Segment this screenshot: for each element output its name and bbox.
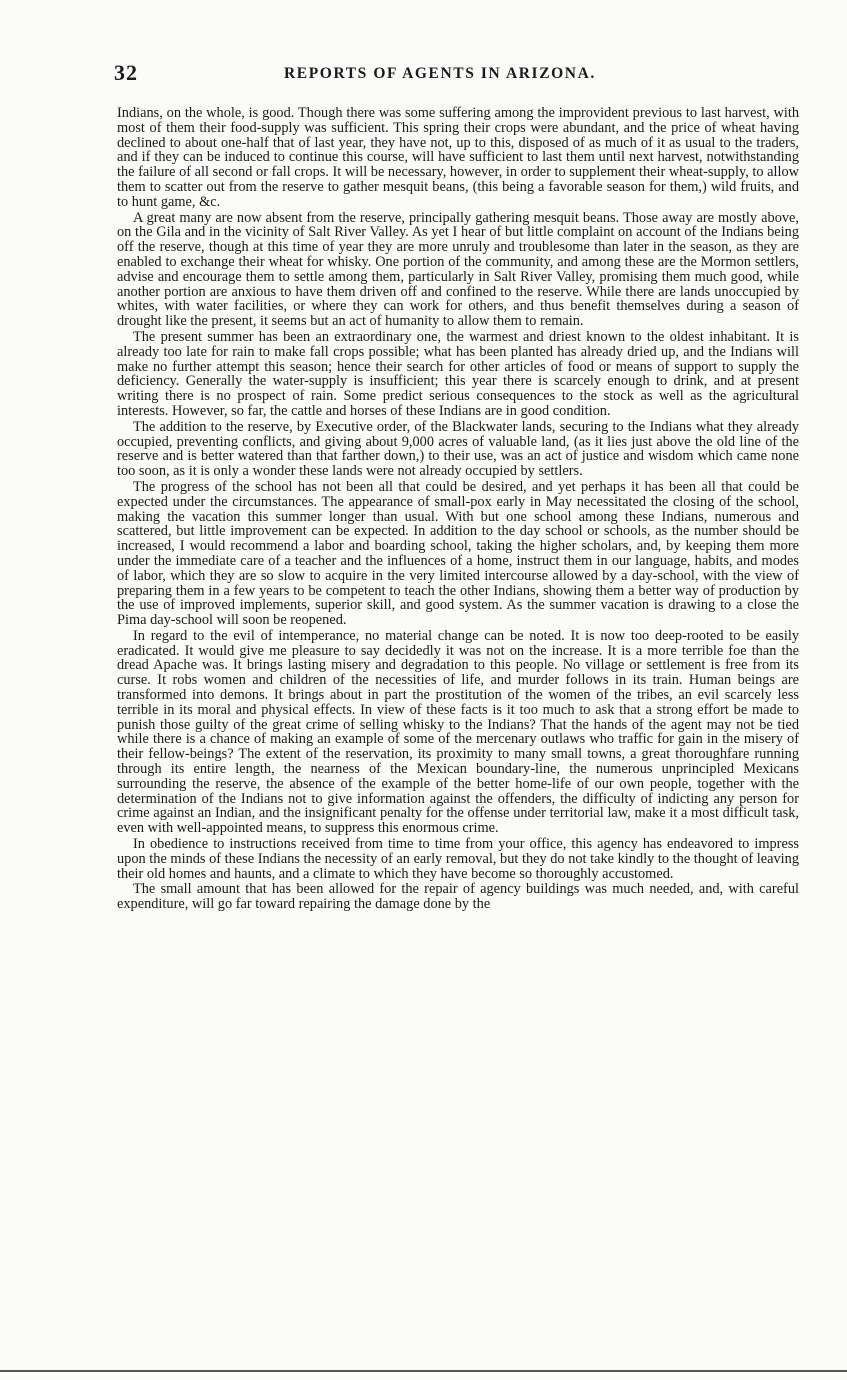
paragraph-drought: The present summer has been an extraordinary one, the warmest and driest known to the oldest inhabitant. It is already too late for rain to make fall crops possible; what has been planted has already dried up, and the Indians will make no further attempt this season; hence their search for other articles of food or means of support to supply the deficiency. Generally the water-supply is insufficient; this year there is scarcely enough to drink, and at present writing there is no prospect of rain. Some predict serious consequences to the stock as well as the agricultural interests. However, so far, the cattle and horses of these Indians are in good condition. <box>117 328 799 419</box>
page-number: 32 <box>114 60 138 85</box>
paragraph-food-supply: Indians, on the whole, is good. Though there was some suffering among the improvident previous to last harvest, with most of them their food-supply was sufficient. This spring their crops were abundant, and the price of wheat having declined to about one-half that of last year, they have not, up to this, disposed of as much of it as usual to the traders, and if they can be induced to continue this course, will have sufficient to last them until next harvest, notwithstanding the failure of all second or fall crops. It will be necessary, however, in order to supplement their wheat-supply, to allow them to scatter out from the reserve to gather mesquit beans, (this being a favorable season for them,) wild fruits, and to hunt game, &c. <box>117 105 799 210</box>
paragraph-removal: In obedience to instructions received from time to time from your office, this agency has endeavored to impress upon the minds of these Indians the necessity of an early removal, but they do not take kindly to the thought of leaving their old homes and haunts, and a climate to which they have become so thoroughly accustomed. <box>117 836 799 882</box>
paragraph-absent-from-reserve: A great many are now absent from the reserve, principally gathering mesquit beans. Those away are mostly above, on the Gila and in the vicinity of Salt River Valley. As yet I hear of but little complaint on account of the Indians being off the reserve, though at this time of year they are more unruly and troublesome than later in the season, as they are enabled to exchange their wheat for whisky. One portion of the community, and among these are the Mormon settlers, advise and encourage them to settle among them, particularly in Salt River Valley, promising them much good, while another portion are anxious to have them driven off and confined to the reserve. While there are lands unoccupied by whites, with water facilities, or where they can work for others, and thus benefit themselves during a season of drought like the present, it seems but an act of humanity to allow them to remain. <box>117 209 799 330</box>
page-header <box>114 60 804 90</box>
paragraph-intemperance: In regard to the evil of intemperance, no material change can be noted. It is now too deep-rooted to be easily eradicated. It would give me pleasure to say decidedly it was not on the increase. It is a more terrible foe than the dread Apache was. It brings lasting misery and degradation to this people. No village or settlement is free from its curse. It robs women and children of the necessities of life, and murder follows in its train. Human beings are transformed into demons. It brings about in part the prostitution of the women of the tribes, an evil scarcely less terrible in its moral and physical effects. In view of these facts is it too much to ask that a strong effort be made to punish those guilty of the great crime of selling whisky to the Indians? That the hands of the agent may not be tied while there is a chance of making an example of some of the mercenary outlaws who traffic for gain in the misery of their fellow-beings? The extent of the reservation, its proximity to many small towns, a great thoroughfare running through its entire length, the nearness of the Mexican boundary-line, the numerous unprincipled Mexicans surrounding the reserve, the absence of the example of the better home-life of our own people, together with the determination of the Indians not to give information against the offenders, the difficulty of indicting any person for crime against an Indian, and the insignificant penalty for the offense under territorial law, make it a most difficult task, even with well-appointed means, to suppress this enormous crime. <box>117 627 799 837</box>
running-head: REPORTS OF AGENTS IN ARIZONA. <box>284 65 596 82</box>
paragraph-agency-buildings: The small amount that has been allowed for the repair of agency buildings was much needed, and, with careful expenditure, will go far toward repairing the damage done by the <box>117 881 799 913</box>
page-bottom-edge <box>0 1370 847 1372</box>
body-text <box>117 106 799 913</box>
paragraph-blackwater-lands: The addition to the reserve, by Executive order, of the Blackwater lands, securing to the Indians what they already occupied, preventing conflicts, and giving about 9,000 acres of valuable land, (as it lies just above the old line of the reserve and is better watered than that farther down,) to their use, was an act of justice and wisdom which came none too soon, as it is only a wonder these lands were not already occupied by settlers. <box>117 418 799 480</box>
paragraph-school-progress: The progress of the school has not been all that could be desired, and yet perhaps it has been all that could be expected under the circumstances. The appearance of small-pox early in May necessitated the closing of the school, making the vacation this summer longer than usual. With but one school among these Indians, numerous and scattered, but little improvement can be expected. In addition to the day school or schools, as the number should be increased, I would recommend a labor and boarding school, taking the higher scholars, and, by keeping them more under the immediate care of a teacher and the influences of a home, instruct them in our language, habits, and modes of labor, which they are so slow to acquire in the very limited intercourse allowed by a day-school, with the view of preparing them in a few years to be competent to teach the other Indians, showing them a better way of production by the use of improved implements, superior skill, and good system. As the summer vacation is drawing to a close the Pima day-school will soon be reopened. <box>117 478 799 629</box>
